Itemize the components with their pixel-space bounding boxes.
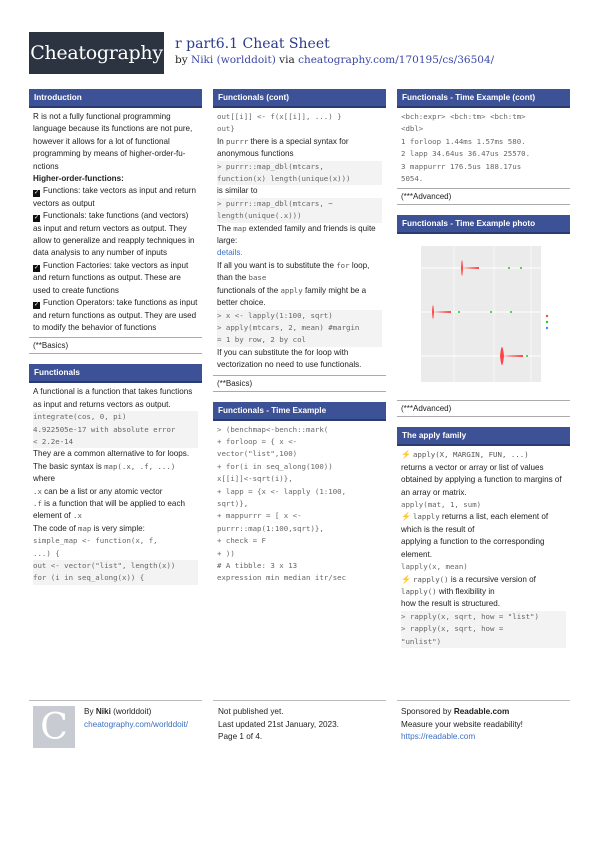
checkbox-icon: ✓ (33, 264, 40, 271)
text: is a function that will be applied to each element of (33, 498, 185, 521)
lightning-icon: ⚡ (401, 574, 411, 584)
text: there is a special syntax for anonymous functions (217, 136, 349, 159)
code-line: 4.922505e-17 with absolute error (33, 424, 198, 436)
footer-divider (397, 700, 570, 701)
paragraph (217, 260, 382, 285)
code-line: + lapp = {x <- lapply (1:100, (217, 486, 347, 496)
text: If all you want is to substitute the (217, 260, 334, 270)
footer-author-name[interactable]: Niki (95, 707, 111, 716)
code-line: function(x) length(unique(x))) (217, 173, 382, 185)
paragraph (217, 223, 382, 248)
text: family might be a better choice. (217, 285, 367, 308)
code-line: > apply(mtcars, 2, mean) #margin (217, 322, 382, 334)
section-footnote: (**Basics) (213, 375, 386, 392)
inline-code: for (336, 260, 350, 270)
author-avatar[interactable]: C (33, 706, 75, 748)
paragraph: how the result is structured. (401, 599, 500, 609)
paragraph: is similar to (217, 186, 258, 196)
page-title: r part6.1 Cheat Sheet (175, 36, 330, 52)
section-heading-photo: Functionals - Time Example photo (397, 215, 570, 234)
text: with flexibility in (438, 586, 495, 596)
code-line: <dbl> (401, 124, 424, 134)
column-2 (213, 89, 386, 588)
apply-line (401, 574, 566, 586)
text: is a recursive version of (450, 574, 536, 584)
section-heading-time-example: Functionals - Time Example (213, 402, 386, 421)
code-line: vector("list",100) (217, 449, 298, 459)
benchmark-plot-svg (399, 238, 568, 396)
paragraph: returns a vector or array or list of values obtained by applying a function to margins of an array or matrix. (401, 462, 562, 497)
section-heading-functionals-cont: Functionals (cont) (213, 89, 386, 108)
intro-item (33, 210, 198, 260)
text: They are a common alternative to for loops. The basic syntax is (33, 449, 190, 471)
sheet-url-link[interactable]: cheatography.com/170195/cs/36504/ (298, 54, 495, 66)
inline-code: base (248, 273, 267, 283)
code-line: lapply(x, mean) (401, 562, 468, 572)
intro-paragraph: R is not a fully functional programming language because its functions are not pure, however it allows for a lot of functional programming by means of higher-order-fu- nctions (33, 112, 193, 171)
code-line: 1 forloop 1.44ms 1.57ms 580. (401, 136, 526, 146)
sponsor-name[interactable]: Readable.com (453, 707, 510, 716)
text: Sponsored by (401, 707, 452, 716)
inline-code: lapply() (401, 586, 437, 596)
text: functionals of the (217, 285, 279, 295)
code-line: integrate(cos, 0, pi) (33, 411, 198, 423)
code-line: + mappurrr = [ x <- (217, 511, 302, 521)
inline-code: .x (73, 511, 82, 521)
code-line: length(unique(.x))) (217, 210, 382, 222)
apply-body (397, 446, 570, 651)
text: loop, than the (217, 260, 370, 283)
page-number: Page 1 of 4. (218, 732, 263, 741)
text: The (217, 223, 231, 233)
paragraph: applying a function to the corresponding element. (401, 537, 545, 559)
byline-via: via (279, 54, 295, 66)
column-1 (29, 89, 202, 588)
inline-code: apply (280, 285, 303, 295)
site-logo[interactable]: Cheatography (29, 32, 164, 74)
functionals-paragraph: A functional is a function that takes functions as input and returns vectors as output. (33, 387, 193, 409)
functionals-body (29, 383, 202, 588)
intro-item (33, 260, 198, 297)
section-footnote: (**Basics) (29, 337, 202, 354)
code-line: <bch:expr> <bch:tm> <bch:tm> (401, 112, 526, 121)
section-footnote: (***Advanced) (397, 400, 570, 417)
code-line: out <- vector("list", length(x)) (33, 560, 198, 572)
inline-code: map (78, 523, 92, 533)
paragraph (217, 285, 382, 310)
benchmark-plot-image (399, 238, 568, 396)
sponsor-line (401, 706, 523, 719)
code-line: apply(mat, 1, sum) (401, 500, 482, 510)
author-link[interactable]: Niki (worlddoit) (191, 54, 276, 66)
byline (175, 54, 494, 66)
footer-author-link[interactable]: cheatography.com/worlddoit/ (84, 719, 189, 729)
intro-item (33, 185, 198, 210)
code-line: purrr::map(1:100,sqrt)}, (217, 523, 324, 533)
text: The code of (33, 523, 76, 533)
code-line: < 2.2e-14 (33, 436, 198, 448)
sponsor-link[interactable]: https://readable.com (401, 732, 476, 741)
intro-item-text: Function Factories: take vectors as input and return functions as output. These are used to create functions (33, 260, 189, 295)
inline-code: .x (33, 486, 42, 496)
section-heading-apply-family: The apply family (397, 427, 570, 446)
code-line: > (benchmap<-bench::mark( (217, 424, 329, 434)
code-line: 3 mappurrr 176.5us 188.17us (401, 161, 522, 171)
code-line: # A tibble: 3 x 13 (217, 561, 298, 570)
inline-code: rapply() (412, 574, 449, 584)
code-line: > purrr::map_dbl(mtcars, ~ (217, 198, 382, 210)
lightning-icon: ⚡ (401, 512, 411, 522)
paragraph (217, 136, 382, 161)
code-line: out} (217, 124, 235, 134)
checkbox-icon: ✓ (33, 302, 40, 309)
intro-item (33, 297, 198, 334)
code-line: "unlist") (401, 636, 566, 648)
time-example-body (213, 421, 386, 588)
text: extended family and friends is quite large: (217, 223, 376, 246)
text: is very simple: (93, 523, 145, 533)
code-line: sqrt)}, (217, 498, 249, 508)
sponsor-tagline: Measure your website readability! (401, 719, 523, 729)
code-line: + forloop = { x <- (217, 436, 298, 446)
inline-code: purrr (226, 136, 249, 146)
column-3 (397, 89, 570, 651)
details-link[interactable]: details. (217, 248, 243, 258)
code-line: + )) (217, 548, 235, 558)
intro-item-text: Function Operators: take functions as input and return functions as output. They are used to modify the behavior of functions (33, 298, 198, 332)
inline-code: apply(X, MARGIN, FUN, ...) (412, 450, 529, 460)
inline-code: lapply (412, 512, 440, 522)
footer-divider (213, 700, 386, 701)
code-line: 2 lapp 34.64us 36.47us 25570. (401, 149, 531, 159)
section-footnote: (***Advanced) (397, 188, 570, 205)
byline-by: by (175, 54, 188, 66)
code-line: > x <- lapply(1:100, sqrt) (217, 310, 382, 322)
code-line: > rapply(x, sqrt, how = (401, 623, 566, 635)
code-line: for (i in seq_along(x)) { (33, 572, 198, 584)
code-line: > purrr::map_dbl(mtcars, (217, 161, 382, 173)
footer-status (218, 706, 339, 744)
functionals-paragraph (33, 486, 198, 498)
functionals-cont-body (213, 108, 386, 375)
inline-code: .f (33, 498, 42, 508)
footer-author (84, 706, 188, 731)
code-line: simple_map <- function(x, f, (33, 536, 158, 546)
last-updated: Last updated 21st January, 2023. (218, 719, 339, 729)
footer-sponsor (401, 706, 523, 744)
publish-status: Not published yet. (218, 707, 284, 716)
checkbox-icon: ✓ (33, 215, 40, 222)
section-heading-time-cont: Functionals - Time Example (cont) (397, 89, 570, 108)
code-line: = 1 by row, 2 by col (217, 334, 382, 346)
code-line: 5054. (401, 174, 424, 184)
functionals-paragraph (33, 448, 198, 485)
intro-item-text: Functions: take vectors as input and return vectors as output (33, 186, 196, 208)
text: By (84, 707, 94, 716)
inline-code: map(.x, .f, ...) (104, 461, 176, 471)
inline-code: map (233, 223, 247, 233)
text: returns a list, each element of which is the result of (401, 512, 549, 534)
code-line: > rapply(x, sqrt, how = "list") (401, 611, 566, 623)
apply-line (401, 511, 566, 536)
apply-line (401, 586, 566, 598)
footer-byline (84, 706, 188, 719)
text: can be a list or any atomic vector (44, 486, 163, 496)
checkbox-icon: ✓ (33, 190, 40, 197)
code-line: out[[i]] <- f(x[[i]], ...) } (217, 112, 342, 121)
code-line: x[[i]]<-sqrt(i)}, (217, 474, 293, 484)
text: In (217, 136, 224, 146)
code-line: + check = F (217, 536, 266, 546)
section-heading-introduction: Introduction (29, 89, 202, 108)
section-heading-functionals: Functionals (29, 364, 202, 383)
apply-line (401, 449, 566, 461)
hof-heading: Higher-order-functions: (33, 174, 124, 184)
code-line: + for(i in seq_along(100)) (217, 461, 333, 471)
code-line: expression min median itr/sec (217, 573, 347, 583)
intro-item-text: Functionals: take functions (and vectors) as input and return vectors as output. They allow to generalize and reapply techniques in data analysis to any number of inputs (33, 211, 195, 258)
lightning-icon: ⚡ (401, 450, 411, 460)
functionals-paragraph (33, 498, 198, 523)
footer-divider (29, 700, 202, 701)
functionals-paragraph (33, 523, 198, 535)
paragraph: If you can substitute the for loop with vectorization no need to use functionals. (217, 347, 362, 370)
code-line: ...) { (33, 548, 60, 558)
text: (worlddoit) (113, 707, 152, 716)
introduction-body (29, 108, 202, 337)
text: where (33, 474, 56, 484)
time-cont-body (397, 108, 570, 188)
